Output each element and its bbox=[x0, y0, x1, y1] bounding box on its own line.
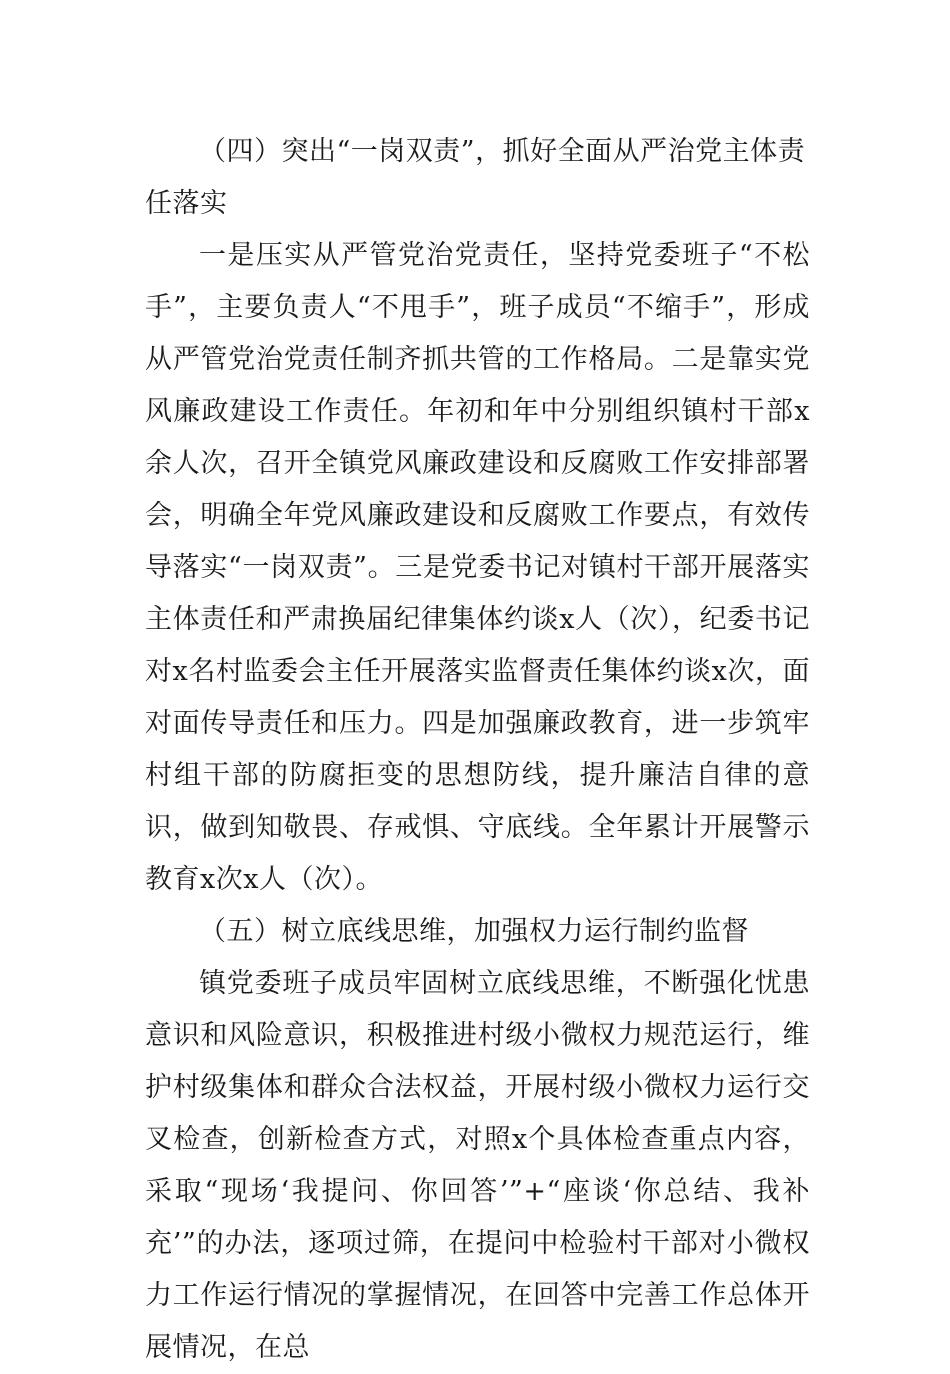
section-heading-4: （四）突出“一岗双责”，抓好全面从严治党主体责任落实 bbox=[145, 136, 806, 219]
document-body bbox=[145, 126, 810, 1374]
section-paragraph-4: 一是压实从严管党治党责任，坚持党委班子“不松手”，主要负责人“不甩手”，班子成员“不缩手”，形成从严管党治党责任制齐抓共管的工作格局。二是靠实党风廉政建设工作责任。年初和年中分别组织镇村干部x余人次，召开全镇党风廉政建设和反腐败工作安排部署会，明确全年党风廉政建设和反腐败工作要点，有效传导落实“一岗双责”。三是党委书记对镇村干部开展落实主体责任和严肃换届纪律集体约谈x人（次），纪委书记对x名村监委会主任开展落实监督责任集体约谈x次，面对面传导责任和压力。四是加强廉政教育，进一步筑牢村组干部的防腐拒变的思想防线，提升廉洁自律的意识，做到知敬畏、存戒惧、守底线。全年累计开展警示教育x次x人（次）。 bbox=[145, 240, 810, 895]
section-heading-5: （五）树立底线思维，加强权力运行制约监督 bbox=[199, 916, 749, 947]
section-paragraph-5: 镇党委班子成员牢固树立底线思维，不断强化忧患意识和风险意识，积极推进村级小微权力规范运行，维护村级集体和群众合法权益，开展村级小微权力运行交叉检查，创新检查方式，对照x个具体检查重点内容，采取“现场‘我提问、你回答’”+“座谈‘你总结、我补充’”的办法，逐项过筛，在提问中检验村干部对小微权力工作运行情况的掌握情况，在回答中完善工作总体开展情况，在总 bbox=[145, 968, 810, 1363]
